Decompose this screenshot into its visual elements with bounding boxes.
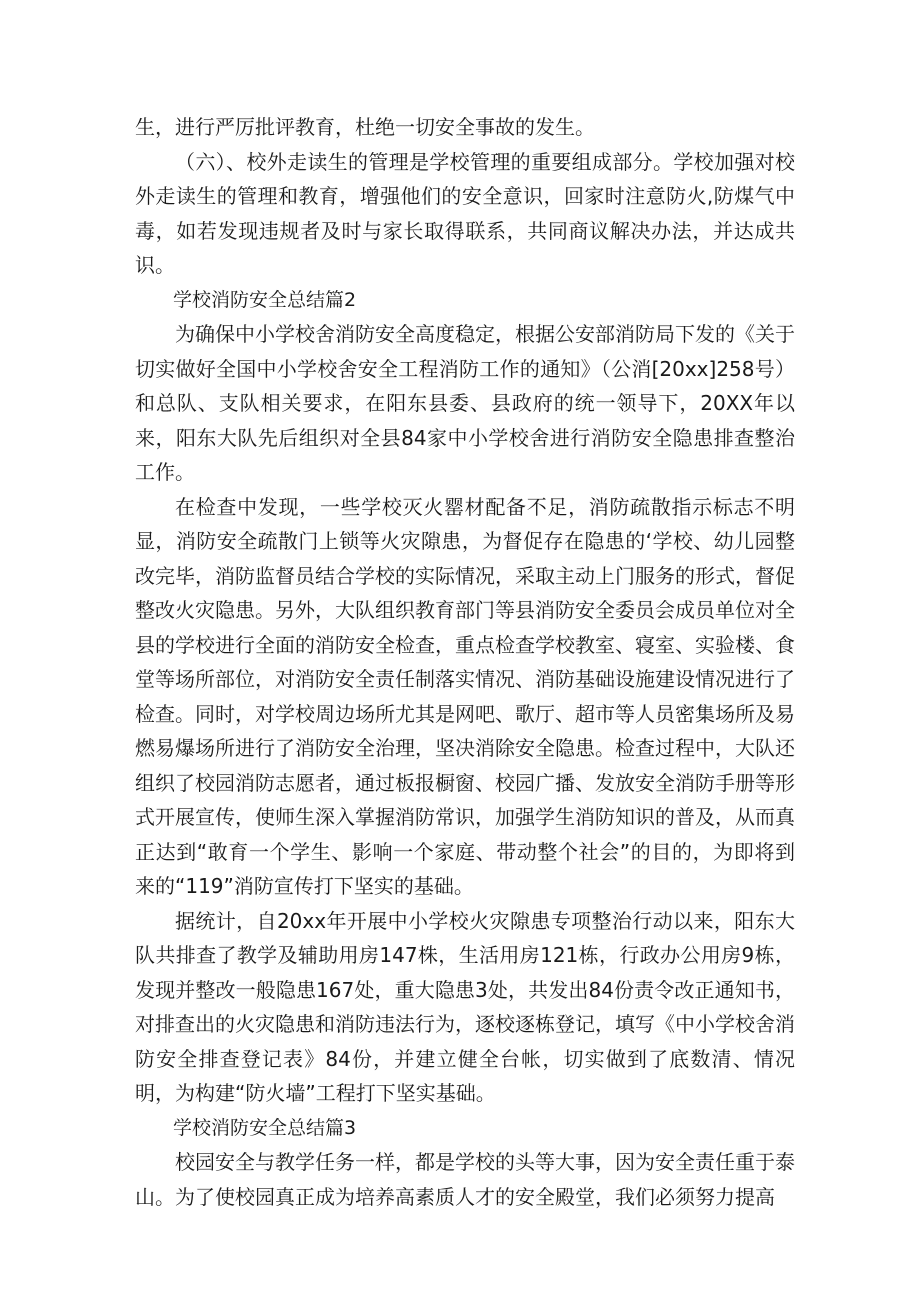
paragraph-inspection: 在检查中发现，一些学校灭火罂材配备不足，消防疏散指示标志不明显，消防安全疏散门上锁等火灾隙患，为督促存在隐患的‘学校、幼儿园整改完毕，消防监督员结合学校的实际情况，采取主动上门服务的形式，督促整改火灾隐患。另外，大队组织教育部门等县消防安全委员会成员单位对全县的学校进行全面的消防安全检查，重点检查学校教室、寝室、实验楼、食堂等场所部位，对消防安全责任制落实情况、消防基础设施建设情况进行了检查。同时，对学校周边场所尤其是网吧、歌厅、超市等人员密集场所及易燃易爆场所进行了消防安全治理，坚决消除安全隐患。检查过程中，大队还组织了校园消防志愿者，通过板报橱窗、校园广播、发放安全消防手册等形式开展宣传，使师生深入掌握消防常识，加强学生消防知识的普及，从而真正达到“敢育一个学生、影响一个家庭、带动整个社会”的目的，为即将到来的“119”消防宣传打下坚实的基础。: [135, 494, 795, 898]
paragraph-intro-3: 校园安全与教学任务一样，都是学校的头等大事，因为安全责任重于泰山。为了使校园真正成为培养高素质人才的安全殿堂，我们必须努力提高: [135, 1150, 795, 1209]
paragraph-statistics: 据统计，自20xx年开展中小学校火灾隙患专项整治行动以来，阳东大队共排查了教学及辅助用房147株，生活用房121栋，行政办公用房9栋，发现并整改一般隐患167处，重大隐患3处，共发出84份责令改正通知书，对排查出的火灾隐患和消防违法行为，逐校逐栋登记，填写《中小学校舍消防安全排查登记表》84份，并建立健全台帐，切实做到了底数清、情况明，为构建“防火墙”工程打下坚实基础。: [135, 908, 795, 1105]
section-heading-3: 学校消防安全总结篇3: [173, 1116, 357, 1139]
document-body: [135, 110, 795, 1214]
paragraph-intro-2: 为确保中小学校舍消防安全高度稳定，根据公安部消防局下发的《关于切实做好全国中小学校舍安全工程消防工作的通知》（公消[20xx]258号）和总队、支队相关要求，在阳东县委、县政府的统一领导下，20XX年以来，阳东大队先后组织对全县84家中小学校舍进行消防安全隐患排查整治工作。: [135, 322, 795, 484]
paragraph-continuation: 生，进行严厉批评教育，杜绝一切安全事故的发生。: [135, 115, 595, 139]
section-heading-2: 学校消防安全总结篇2: [173, 288, 357, 311]
paragraph-day-students: （六）、校外走读生的管理是学校管理的重要组成部分。学校加强对校外走读生的管理和教育，增强他们的安全意识，回家时注意防火,防煤气中毒，如若发现违规者及时与家长取得联系，共同商议解决办法，并达成共识。: [135, 149, 795, 277]
